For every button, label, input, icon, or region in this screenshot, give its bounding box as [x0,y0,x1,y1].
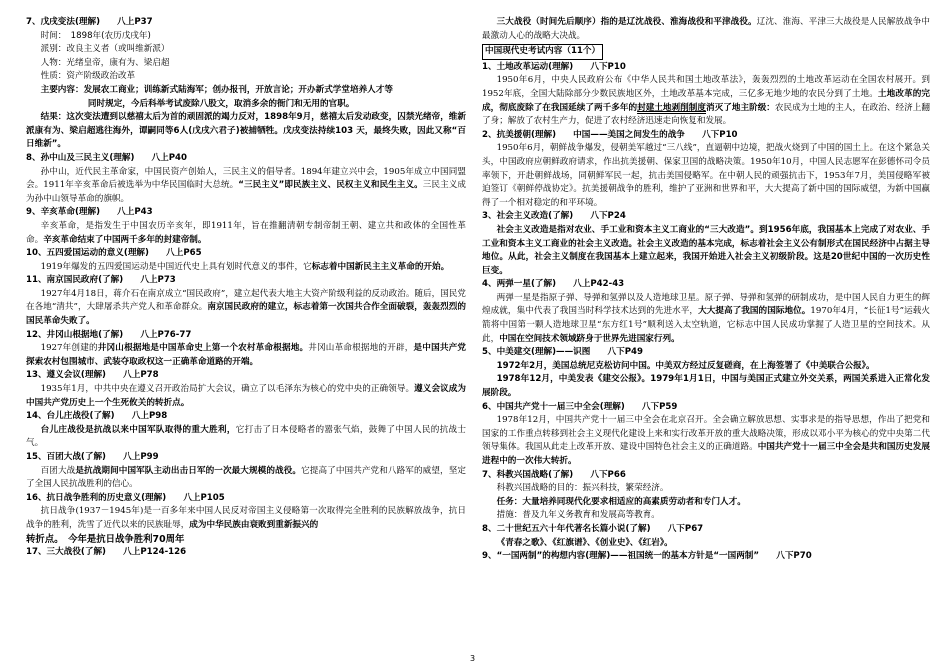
paragraph [26,288,466,329]
line: 性质：资产阶级政治改革 [40,71,136,82]
text: 它打击了日本侵略者的嚣张气焰，鼓舞了中国人民的抗战士气。 [26,424,466,449]
paragraph [26,505,466,532]
section-heading: 7、科教兴国战略(了解) 八下P66 [482,469,626,480]
text: 1919年爆发的五四爱国运动是中国近代史上具有划时代意义的事件，它 [40,261,312,272]
section-heading: 14、台儿庄战役(了解) 八上P98 [26,411,168,422]
paragraph [26,383,466,410]
section-heading: 17、三大战役(了解) 八上P124-126 [26,547,187,558]
boxed-title: 中国现代史考试内容（11个） [482,44,603,60]
text: 是中国共产党探索农村包围城市、武装夺取政权这一正确革命道路的开端。 [26,343,466,367]
text: 1935年1月，中共中央在遵义召开政治局扩大会议，确立了以毛泽东为核心的党中央的正确领导。 [40,384,415,395]
section-heading: 10、五四爱国运动的意义(理解) 八上P65 [26,248,202,259]
line: 《青春之歌》、《红旗谱》、《创业史》、《红岩》。 [496,537,673,548]
section-heading: 6、中国共产党十一届三中全会(理解) 八下P59 [482,401,678,412]
section-box [482,44,930,60]
anniversary-line: 转折点。 今年是抗日战争胜利70周年 [26,533,185,545]
text: 是抗战期间中国军队主动出击日军的一次最大规模的战役。 [75,465,302,476]
section-heading: 15、百团大战(了解) 八上P99 [26,452,159,462]
section-heading: 11、南京国民政府(了解) 八上P73 [26,275,176,286]
line: 科教兴国战略的目的：振兴科技，繁荣经济。 [496,483,669,494]
left-column [26,16,466,560]
section-heading: 13、遵义会议(理解) 八上P78 [26,370,159,381]
paragraph [26,166,466,207]
right-column [482,16,930,564]
section-heading: 1、土地改革运动(理解) 八下P10 [482,61,626,72]
section-heading: 5、中美建交(理解)——识图 八下P49 [482,347,643,358]
text: 井冈山革命根据地的开辟， [308,343,414,354]
line: 措施：普及九年义务教育和发展高等教育。 [496,510,660,521]
section-heading: 2、抗美援朝(理解) 中国——美国之间发生的战争 八下P10 [482,129,738,140]
paragraph: 社会主义改造是指对农业、手工业和资本主义工商业的“三大改造”。到1956年底，我国基本上完成了对农业、手工业和资本主义工商业的社会主义改造。社会主义改造的基本完成，标志着社会主义公有制形式在国民经济中占据主导地位。从此，社会主义制度在我国基本上建立起来，我国开始进入社会主义初级阶段。这是20世纪中国的一次历史性巨变。 [482,224,930,276]
text: 中国在空间技术领域跻身于世界先进国家行列。 [499,333,680,344]
text: 它提高了中国共产党和八路军的威望，坚定了全国人民抗战胜利的信心。 [26,465,466,490]
text: 1970年4月，“长征1号”运载火箭将中国第一颗人造地球卫星“东方红1号”顺利送入太空轨道，它标志中国人民成功掌握了人造卫星的空间技术。从此， [482,306,930,344]
section-heading: 3、社会主义改造(了解) 八下P24 [482,211,626,222]
text: 1927年创建的 [40,343,98,354]
paragraph: 1978年12月，中美发表《建交公报》。1979年1月1日，中国与美国正式建立外交关系，两国关系进入正常化发展阶段。 [482,374,930,399]
text: “三民主义”即民族主义、民权主义和民生主义。 [238,180,423,191]
line: 人物：光绪皇帝，康有为、梁启超 [40,57,170,68]
line: 任务：大量培养同现代化要求相适应的高素质劳动者和专门人才。 [496,496,746,507]
paragraph [26,261,466,275]
text: 孙中山，近代民主革命家，中国民资产创始人，三民主义的倡导者。1894年建立兴中会，1905年成立中国同盟会。1911年辛亥革命后被选举为中华民国临时大总统。 [26,166,466,191]
text: 1950年6月，中央人民政府公布《中华人民共和国土地改革法》，轰轰烈烈的土地改革运动在全国农村展开。到1952年底，全国大陆除部分少数民族地区外，土地改革基本完成，三亿多无地少地的农民分到了土地。 [482,75,930,99]
section-heading: 8、孙中山及三民主义(理解) 八上P40 [26,152,187,163]
paragraph [26,342,466,369]
line: 派别：改良主义者（或叫维新派） [40,44,170,55]
line: 时间： 1898年(农历戊戌年) [40,30,151,41]
paragraph [26,465,466,492]
paragraph: 1972年2月，美国总统尼克松访问中国。中美双方经过反复磋商，在上海签署了《中美联合公报》。 [496,360,875,371]
text: 封建土地剥削制度 [637,102,706,113]
text: 辛亥革命结束了中国两千多年的封建帝制。 [43,234,207,245]
section-heading: 7、戊戌变法(理解) 八上P37 [26,17,153,27]
text: 农民成为土地的主人，在政治、经济上翻了身；解放了农村生产力，促进了农村经济迅速走向恢复和发展。 [482,102,930,127]
text: 1927年4月18日，蒋介石在南京成立“国民政府”，建立起代表大地主大资产阶级利益的反动政治。随后，国民党在各地“清共”，大肆屠杀共产党人和革命群众。 [26,288,466,313]
text: 三民主义成为孙中山领导革命的旗帜。 [26,180,466,204]
section-heading: 9、“一国两制”的构想内容(理解)——祖国统一的基本方针是“一国两制” 八下P70 [482,551,812,562]
line: 主要内容：发展农工商业；训练新式陆海军；创办报刊，开放言论；开办新式学堂培养人才等 [40,84,393,95]
text: 百团大战 [40,465,76,476]
paragraph [26,220,466,247]
text: 消灭了地主阶级： [706,102,775,113]
section-heading: 9、辛亥革命(理解) 八上P43 [26,207,153,218]
text: 南京国民政府的建立，标志着第一次国共合作全面破裂，轰轰烈烈的国民革命失败了。 [26,302,466,327]
paragraph [482,414,930,468]
text: 1978年12月，中国共产党十一届三中全会在北京召开。全会确立解放思想、实事求是的指导思想，作出了把党和国家的工作重点转移到社会主义现代化建设上来和实行改革开放的重大战略决策，形成以邓小平为核心的党中央第二代领导集体。我国从此走上改革开放、建设中国特色社会主义的正确道路。 [482,415,930,453]
section-heading: 16、抗日战争胜利的历史意义(理解) 八上P105 [26,492,225,503]
text: 中国共产党十一届三中全会是共和国历史发展进程中的一次伟大转折。 [482,442,930,466]
paragraph [482,292,930,346]
text: 成为中华民族由衰败到重新振兴的 [189,519,319,530]
text: 抗日战争(1937－1945年)是一百多年来中国人民反对帝国主义侵略第一次取得完全胜利的民族解放战争，抗日战争的胜利，洗雪了近代以来的民族耻辱， [26,506,466,530]
paragraph [26,424,466,451]
text: 遵义会议成为中国共产党历史上一个生死攸关的转折点。 [26,384,466,408]
text: 两弹一星是指原子弹、导弹和氢弹以及人造地球卫星。原子弹、导弹和氢弹的研制成功，是中国人民自力更生的辉煌成就，集中代表了我国当时科学技术达到的先进水平， [482,292,930,317]
text: 台儿庄战役是抗战以来中国军队取得的重大胜利， [40,424,236,435]
section-heading: 8、二十世纪五六十年代著名长篇小说(了解) 八下P67 [482,523,704,534]
text: 土地改革的完成，彻底废除了在我国延续了两千多年的 [482,88,930,113]
text: 三大战役（时间先后顺序）指的是辽沈战役、淮海战役和平津战役。 [496,17,757,27]
paragraph [482,16,930,43]
section-heading: 12、井冈山根据地(了解) 八上P76-77 [26,329,192,340]
text: 辛亥革命，是指发生于中国农历辛亥年，即1911年，旨在推翻清朝专制帝制王朝、建立共和政体的全国性革命。 [26,220,466,245]
text: 标志着中国新民主主义革命的开始。 [311,261,450,272]
paragraph: 结果：这次变法遭到以慈禧太后为首的顽固派的竭力反对，1898年9月，慈禧太后发动政变，囚禁光绪帝，维新派康有为、梁启超逃往海外，谭嗣同等6人(戊戌六君子)被捕牺牲。戊戌变法持续103 天，最终失败，因此又称“百日维新”。 [26,112,466,150]
paragraph [482,74,930,128]
text: 井冈山根据地是中国革命史上第一个农村革命根据地。 [97,343,309,354]
text: 辽沈、淮海、平津三大战役是人民解放战争中最激动人心的战略大决战。 [482,17,930,41]
page-number: 3 [470,654,476,663]
line: 同时规定，今后科举考试废除八股文，取消多余的衙门和无用的官职。 [87,98,355,109]
paragraph: 1950年6月，朝鲜战争爆发，侵朝美军越过“三八线”，直逼朝中边境，把战火烧到了中国的国土上。在这个紧急关头，中国政府应朝鲜政府请求，作出抗美援朝、保家卫国的战略决策。1950年10月，中国人民志愿军在彭德怀司令员率领下，开赴朝鲜战场，同朝鲜军民一起，抗击美国侵略军。在中朝人民的顽强抗击下，1953年7月，美国侵略军被迫签订《朝鲜停战协定》。抗美援朝战争的胜利，维护了亚洲和世界和平，大大提高了新中国的国际威望，为新中国赢得了一个相对稳定的和平环境。 [482,143,930,208]
text: 大大提高了我国的国际地位。 [698,306,811,317]
section-heading: 4、两弹一星(了解) 八上P42-43 [482,279,625,290]
